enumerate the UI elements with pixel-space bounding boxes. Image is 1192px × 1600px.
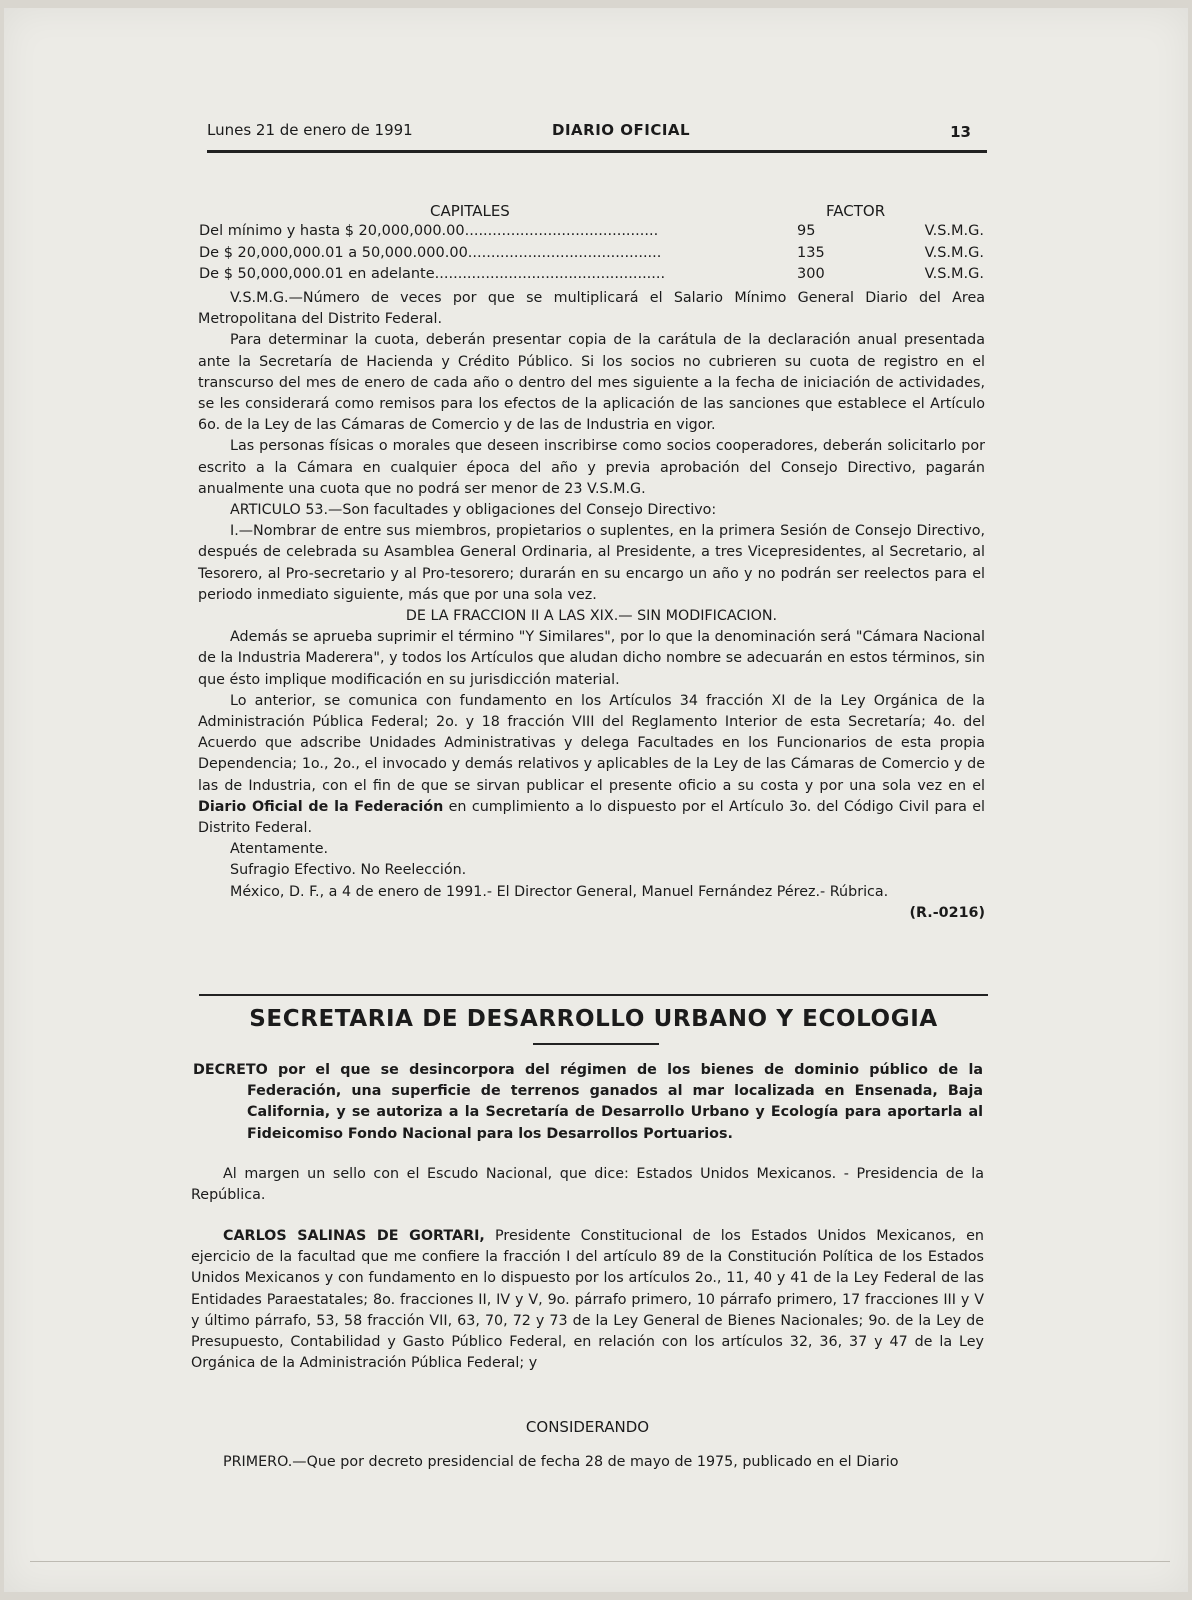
paragraph: PRIMERO.—Que por decreto presidencial de fecha 28 de mayo de 1975, publicado en el Diario xyxy=(223,1454,899,1470)
text-run: Lo anterior, se comunica con fundamento en los Artículos 34 fracción XI de la Ley Orgánica de la Administración Pública Federal; 2o. y 18 fracción VIII del Reglamento Interior de esta Secretaría; 4o. del Acuerdo que adscribe Unidades Administrativas y delega Facultades en los Funcionarios de esta propia Dependencia; 1o., 2o., el invocado y demás relativos y aplicables de la Ley de las Cámaras de Comercio y de las de Industria, con el fin de que se sirvan publicar el presente oficio a su costa y por una sola vez en el xyxy=(198,692,985,794)
row-factor: 300 xyxy=(797,266,825,282)
paragraph: Atentamente. xyxy=(230,841,329,858)
section-title: SECRETARIA DE DESARROLLO URBANO Y ECOLOGIA xyxy=(249,1006,938,1032)
header-rule xyxy=(207,150,987,153)
header-date: Lunes 21 de enero de 1991 xyxy=(207,121,413,139)
row-label: De $ 20,000,000.01 a 50,000.000.00.......................................... xyxy=(199,245,662,261)
paragraph: I.—Nombrar de entre sus miembros, propietarios o suplentes, en la primera Sesión de Consejo Directivo, después de celebrada su Asamblea General Ordinaria, al Presidente, a tres Vicepresidentes, al Secretario, al Tesorero, al Pro-secretario y al Pro-tesorero; durarán en su encargo un año y no podrán ser reelectos para el periodo inmediato siguiente, más que por una sola vez. xyxy=(198,523,985,603)
paragraph: Las personas físicas o morales que deseen inscribirse como socios cooperadores, deberán solicitarlo por escrito a la Cámara en cualquier época del año y previa aprobación del Consejo Directivo, pagarán anualmente una cuota que no podrá ser menor de 23 V.S.M.G. xyxy=(198,438,985,497)
row-label: De $ 50,000,000.01 en adelante.................................................. xyxy=(199,266,666,282)
reference-code: (R.-0216) xyxy=(909,904,985,921)
page-bottom-edge xyxy=(30,1561,1170,1562)
text-run-bold: Diario Oficial de la Federación xyxy=(198,798,444,815)
page-number: 13 xyxy=(950,123,971,141)
row-unit: V.S.M.G. xyxy=(924,223,984,239)
paragraph: Al margen un sello con el Escudo Nacional, que dice: Estados Unidos Mexicanos. - Presidencia de la República. xyxy=(191,1166,984,1204)
paragraph-centered: DE LA FRACCION II A LAS XIX.— SIN MODIFICACION. xyxy=(405,608,778,625)
page-header xyxy=(207,121,977,149)
table-row xyxy=(199,223,984,243)
decreto-heading: DECRETO por el que se desincorpora del régimen de los bienes de dominio público de la Federación, una superficie de terrenos ganados al mar localizada en Ensenada, Baja California, y se autoriza a la Secretaría de Desarrollo Urbano y Ecología para aportarla al Fideicomiso Fondo Nacional para los Desarrollos Portuarios. xyxy=(193,1062,983,1142)
paragraph: Para determinar la cuota, deberán presentar copia de la carátula de la declaración anual presentada ante la Secretaría de Hacienda y Crédito Público. Si los socios no cubrieren su cuota de registro en el transcurso del mes de enero de cada año o dentro del mes siguiente a la fecha de iniciación de actividades, se les considerará como remisos para los efectos de la aplicación de las sanciones que establece el Artículo 6o. de la Ley de las Cámaras de Comercio y de las de Industria en vigor. xyxy=(198,332,985,434)
text-run: Presidente Constitucional de los Estados Unidos Mexicanos, en ejercicio de la facultad que me confiere la fracción I del artículo 89 de la Constitución Política de los Estados Unidos Mexicanos y con fundamento en lo dispuesto por los artículos 2o., 11, 40 y 41 de la Ley Federal de las Entidades Paraestatales; 8o. fracciones II, IV y V, 9o. párrafo primero, 10 párrafo primero, 17 fracciones III y V y último párrafo, 53, 58 fracción VII, 63, 70, 72 y 73 de la Ley General de Bienes Nacionales; 9o. de la Ley de Presupuesto, Contabilidad y Gasto Público Federal, en relación con los artículos 32, 36, 37 y 47 de la Ley Orgánica de la Administración Pública Federal; y xyxy=(191,1228,984,1372)
row-factor: 95 xyxy=(797,223,816,239)
row-unit: V.S.M.G. xyxy=(924,245,984,261)
col-capitales: CAPITALES xyxy=(430,202,510,220)
paragraph: Sufragio Efectivo. No Reelección. xyxy=(230,862,467,879)
row-factor: 135 xyxy=(797,245,825,261)
paragraph: ARTICULO 53.—Son facultades y obligaciones del Consejo Directivo: xyxy=(230,502,717,519)
section-body xyxy=(191,1164,984,1206)
text-run: en cumplimiento a lo dispuesto por el Artículo 3o. del Código Civil para el Distrito Federal. xyxy=(198,798,986,837)
header-title: DIARIO OFICIAL xyxy=(552,121,691,139)
paragraph xyxy=(191,1226,984,1374)
section-underline xyxy=(533,1043,659,1045)
section-body xyxy=(191,1226,984,1374)
paragraph xyxy=(198,691,985,839)
text-run-bold: CARLOS SALINAS DE GORTARI, xyxy=(223,1228,485,1244)
paragraph: V.S.M.G.—Número de veces por que se multiplicará el Salario Mínimo General Diario del Area Metropolitana del Distrito Federal. xyxy=(198,290,985,328)
paragraph: México, D. F., a 4 de enero de 1991.- El Director General, Manuel Fernández Pérez.- Rúbrica. xyxy=(230,883,889,900)
section-rule xyxy=(199,994,988,996)
row-label: Del mínimo y hasta $ 20,000,000.00.......................................... xyxy=(199,223,659,239)
considerando-heading: CONSIDERANDO xyxy=(525,1418,650,1436)
table-row xyxy=(199,245,984,265)
row-unit: V.S.M.G. xyxy=(924,266,984,282)
paragraph: Además se aprueba suprimir el término "Y Similares", por lo que la denominación será "Cámara Nacional de la Industria Maderera", y todos los Artículos que aludan dicho nombre se adecuarán en estos términos, sin que ésto implique modificación en su jurisdicción material. xyxy=(198,629,985,688)
col-factor: FACTOR xyxy=(826,202,886,220)
table-row xyxy=(199,266,984,286)
body-text xyxy=(198,288,985,924)
